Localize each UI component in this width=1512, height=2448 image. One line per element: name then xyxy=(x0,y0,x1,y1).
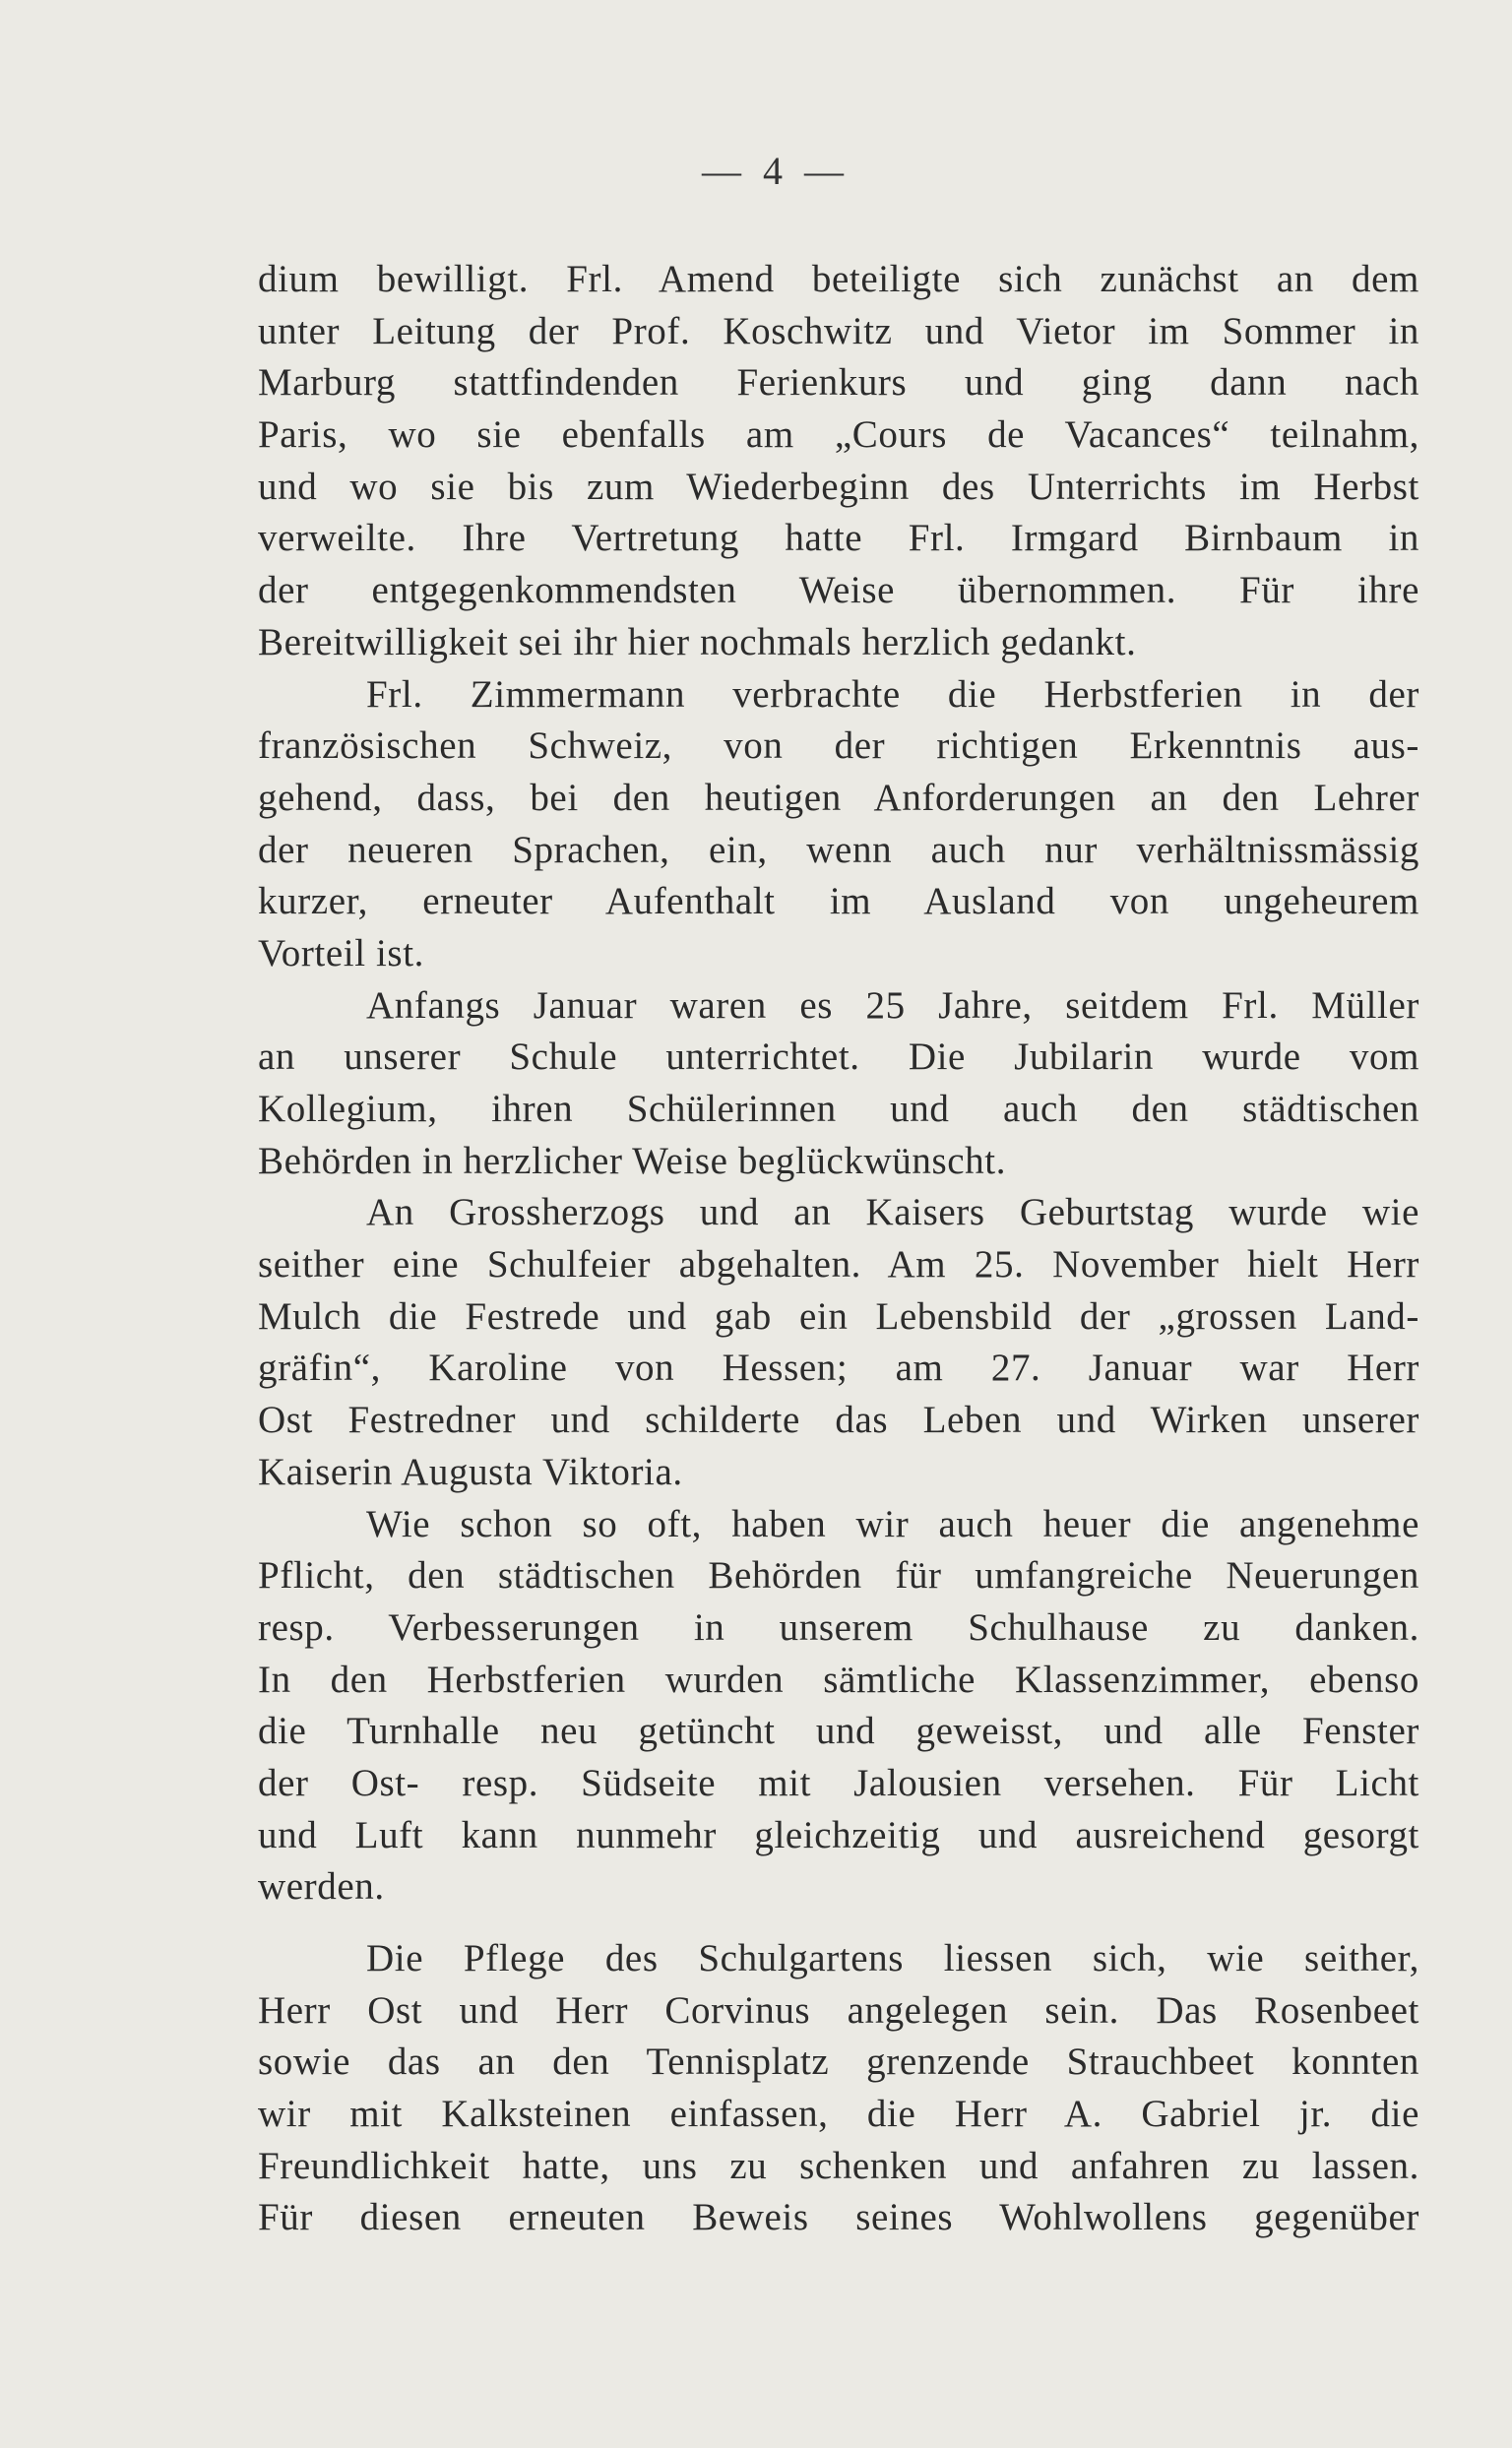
text-line: Freundlichkeit hatte, uns zu schenken und anfahren zu lassen. xyxy=(258,2144,1419,2187)
text-line: Pflicht, den städtischen Behörden für umfangreiche Neuerungen xyxy=(258,1554,1419,1598)
text-line: und wo sie bis zum Wiederbeginn des Unterrichts im Herbst xyxy=(258,465,1419,508)
text-line: die Turnhalle neu getüncht und geweisst, und alle Fenster xyxy=(258,1710,1419,1753)
text-line: Ost Festredner und schilderte das Leben und Wirken unserer xyxy=(258,1399,1419,1442)
text-line: gräfin“, Karoline von Hessen; am 27. Januar war Herr xyxy=(258,1347,1419,1390)
text-line: der Ost- resp. Südseite mit Jalousien versehen. Für Licht xyxy=(258,1761,1419,1804)
text-line: dium bewilligt. Frl. Amend beteiligte sich zunächst an dem xyxy=(258,258,1419,300)
text-line: sowie das an den Tennisplatz grenzende Strauchbeet konnten xyxy=(258,2040,1419,2084)
text-line: Für diesen erneuten Beweis seines Wohlwollens gegenüber xyxy=(258,2196,1419,2239)
page-number: — 4 — xyxy=(702,149,850,193)
text-line: Anfangs Januar waren es 25 Jahre, seitdem Frl. Müller xyxy=(366,983,1419,1027)
text-line: Wie schon so oft, haben wir auch heuer die angenehme xyxy=(366,1502,1419,1545)
text-line: Kaiserin Augusta Viktoria. xyxy=(258,1450,683,1493)
text-line: gehend, dass, bei den heutigen Anforderungen an den Lehrer xyxy=(258,776,1419,819)
text-line: Mulch die Festrede und gab ein Lebensbild der „grossen Land- xyxy=(258,1294,1419,1338)
text-line: Bereitwilligkeit sei ihr hier nochmals herzlich gedankt. xyxy=(258,620,1137,663)
text-line: resp. Verbesserungen in unserem Schulhause zu danken. xyxy=(258,1605,1419,1649)
text-line: verweilte. Ihre Vertretung hatte Frl. Irmgard Birnbaum in xyxy=(258,517,1419,560)
text-line: Paris, wo sie ebenfalls am „Cours de Vacances“ teilnahm, xyxy=(258,413,1419,457)
text-line: Herr Ost und Herr Corvinus angelegen sein. Das Rosenbeet xyxy=(258,1988,1419,2032)
text-line: In den Herbstferien wurden sämtliche Klassenzimmer, ebenso xyxy=(258,1658,1419,1701)
text-line: werden. xyxy=(258,1865,385,1909)
text-line: an unserer Schule unterrichtet. Die Jubilarin wurde vom xyxy=(258,1036,1419,1079)
text-line: der entgegenkommendsten Weise übernommen. Für ihre xyxy=(258,569,1419,612)
text-line: Kollegium, ihren Schülerinnen und auch den städtischen xyxy=(258,1088,1419,1130)
text-line: Vorteil ist. xyxy=(258,931,424,974)
text-line: wir mit Kalksteinen einfassen, die Herr A. Gabriel jr. die xyxy=(258,2093,1419,2136)
text-line: An Grossherzogs und an Kaisers Geburtstag wurde wie xyxy=(366,1191,1419,1234)
text-line: kurzer, erneuter Aufenthalt im Ausland von ungeheurem xyxy=(258,880,1419,923)
text-line: der neueren Sprachen, ein, wenn auch nur verhältnissmässig xyxy=(258,828,1419,871)
text-line: seither eine Schulfeier abgehalten. Am 25. November hielt Herr xyxy=(258,1243,1419,1287)
text-line: Marburg stattfindenden Ferienkurs und ging dann nach xyxy=(258,361,1419,405)
text-line: Behörden in herzlicher Weise beglückwünscht. xyxy=(258,1139,1007,1182)
text-line: unter Leitung der Prof. Koschwitz und Vietor im Sommer in xyxy=(258,309,1419,352)
text-line: französischen Schweiz, von der richtigen Erkenntnis aus- xyxy=(258,724,1419,768)
text-line: Frl. Zimmermann verbrachte die Herbstferien in der xyxy=(366,672,1419,716)
text-line: und Luft kann nunmehr gleichzeitig und ausreichend gesorgt xyxy=(258,1813,1419,1856)
text-line: Die Pflege des Schulgartens liessen sich, wie seither, xyxy=(366,1937,1419,1979)
body-text xyxy=(258,254,1419,2244)
